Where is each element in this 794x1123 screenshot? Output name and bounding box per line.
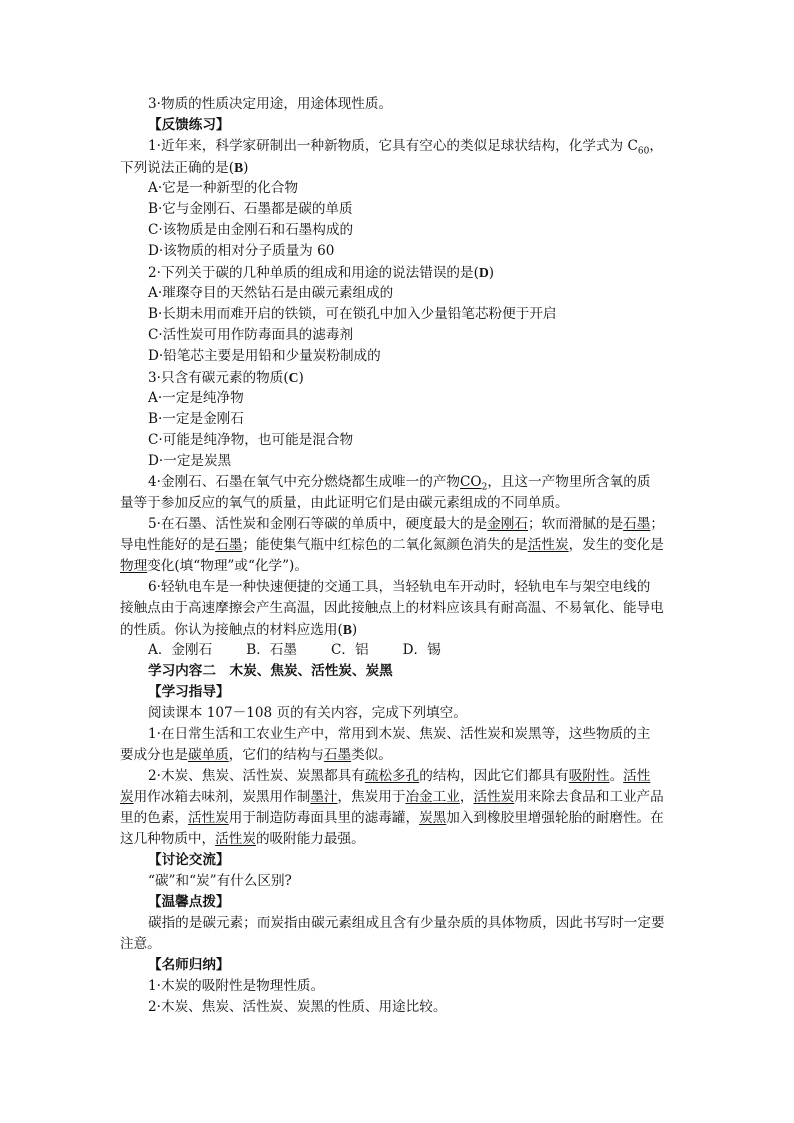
heading-feedback: 【反馈练习】 bbox=[148, 117, 230, 133]
fill-item-1: 1·在日常生活和工农业生产中，常用到木炭、焦炭、活性炭和炭黑等，这些物质的主 bbox=[148, 726, 651, 742]
answer-blank: 冶金工业 bbox=[405, 789, 460, 805]
option-b: B·一定是金刚石 bbox=[148, 411, 244, 427]
answer-blank: $CO_2$ bbox=[460, 474, 488, 493]
option-c: C．铝 bbox=[330, 642, 369, 658]
fill-item-1-cont: 要成分也是碳单质，它们的结构与石墨类似。 bbox=[120, 747, 392, 763]
text-line: 3·物质的性质决定用途，用途体现性质。 bbox=[148, 96, 393, 112]
option-d: D·铅笔芯主要是用铅和少量炭粉制成的 bbox=[148, 348, 381, 364]
question-4: 4·金刚石、石墨在氧气中充分燃烧都生成唯一的产物$CO_2$，且这一产物里所含氧的质 bbox=[148, 474, 651, 493]
question-2: 2·下列关于碳的几种单质的组成和用途的说法错误的是(D) bbox=[148, 265, 495, 281]
answer-blank: 石墨 bbox=[323, 747, 352, 763]
text-line: 注意。 bbox=[120, 936, 161, 952]
option-b: B．石墨 bbox=[246, 642, 297, 658]
answer-blank: 活性炭 bbox=[473, 789, 515, 805]
answer-blank: 活性 bbox=[623, 768, 651, 784]
question-6: 6·轻轨电车是一种快速便捷的交通工具，当轻轨电车开动时，轻轨电车与架空电线的 bbox=[148, 579, 651, 595]
question-5: 5·在石墨、活性炭和金刚石等碳的单质中，硬度最大的是金刚石；软而滑腻的是石墨； bbox=[148, 516, 664, 532]
question-4-cont: 量等于参加反应的氧气的质量，由此证明它们是由碳元素组成的不同单质。 bbox=[120, 495, 569, 511]
option-a: A．金刚石 bbox=[148, 642, 213, 658]
answer-blank: 吸附性 bbox=[568, 768, 610, 784]
text-line: 碳指的是碳元素；而炭指由碳元素组成且含有少量杂质的具体物质，因此书写时一定要 bbox=[148, 915, 665, 931]
option-a: A·它是一种新型的化合物 bbox=[148, 180, 299, 196]
option-d: D·一定是炭黑 bbox=[148, 453, 232, 469]
question-3: 3·只含有碳元素的物质(C) bbox=[148, 370, 304, 386]
option-b: B·长期未用而难开启的铁锁，可在锁孔中加入少量铅笔芯粉便于开启 bbox=[148, 306, 557, 322]
heading-summary: 【名师归纳】 bbox=[148, 957, 230, 973]
answer-q2: D bbox=[478, 265, 489, 280]
answer-blank: 墨汁 bbox=[310, 789, 338, 805]
fill-item-2-cont: 炭用作冰箱去味剂，炭黑用作制墨汁，焦炭用于冶金工业，活性炭用来除去食品和工业产品 bbox=[120, 789, 664, 805]
answer-blank: 碳单质 bbox=[187, 747, 229, 763]
answer-q3: C bbox=[288, 370, 299, 385]
question-1-cont: 下列说法正确的是(B) bbox=[120, 160, 249, 176]
answer-q6: B bbox=[342, 622, 352, 637]
text-line: 2·木炭、焦炭、活性炭、炭黑的性质、用途比较。 bbox=[148, 999, 447, 1015]
fill-item-2-cont: 这几种物质中，活性炭的吸附能力最强。 bbox=[120, 831, 365, 847]
heading-discuss: 【讨论交流】 bbox=[148, 852, 230, 868]
answer-blank: 石墨 bbox=[623, 516, 651, 532]
question-5-cont: 物理变化(填“物理”或“化学”)。 bbox=[120, 558, 308, 574]
document-body bbox=[120, 94, 680, 1018]
fill-item-2: 2·木炭、焦炭、活性炭、炭黑都具有疏松多孔的结构，因此它们都具有吸附性。活性 bbox=[148, 768, 651, 784]
answer-blank: 活性炭 bbox=[215, 831, 256, 847]
question-6-cont: 的性质。你认为接触点的材料应选用(B) bbox=[120, 622, 358, 638]
option-b: B·它与金刚石、石墨都是碳的单质 bbox=[148, 201, 353, 217]
answer-blank: 金刚石 bbox=[487, 516, 528, 532]
options-row bbox=[120, 640, 680, 661]
option-c: C·可能是纯净物，也可能是混合物 bbox=[148, 432, 354, 448]
option-d: D．锡 bbox=[402, 642, 441, 658]
text-line: 阅读课本 107－108 页的有关内容，完成下列填空。 bbox=[148, 705, 467, 721]
answer-blank: 活性炭 bbox=[187, 810, 229, 826]
answer-blank: 活性炭 bbox=[527, 537, 569, 553]
option-c: C·该物质是由金刚石和石墨构成的 bbox=[148, 222, 354, 238]
section-title: 学习内容二 木炭、焦炭、活性炭、炭黑 bbox=[148, 663, 393, 679]
answer-q1: B bbox=[234, 160, 244, 175]
text-line: “碳”和“炭”有什么区别? bbox=[148, 873, 292, 889]
option-a: A·一定是纯净物 bbox=[148, 390, 244, 406]
question-5-cont: 导电性能好的是石墨；能使集气瓶中红棕色的二氧化氮颜色消失的是活性炭，发生的变化是 bbox=[120, 537, 664, 553]
answer-blank: 物理 bbox=[120, 558, 148, 574]
option-a: A·璀璨夺目的天然钻石是由碳元素组成的 bbox=[148, 285, 394, 301]
option-c: C·活性炭可用作防毒面具的滤毒剂 bbox=[148, 327, 354, 343]
question-6-cont: 接触点由于高速摩擦会产生高温，因此接触点上的材料应该具有耐高温、不易氧化、能导电 bbox=[120, 600, 664, 616]
answer-blank: 石墨 bbox=[215, 537, 243, 553]
text-line: 1·木炭的吸附性是物理性质。 bbox=[148, 978, 325, 994]
heading-tip: 【温馨点拨】 bbox=[148, 894, 230, 910]
answer-blank: 疏松多孔 bbox=[364, 768, 420, 784]
question-1: 1·近年来，科学家研制出一种新物质，它具有空心的类似足球状结构，化学式为 $C_{60}$， bbox=[148, 138, 663, 157]
heading-guide: 【学习指导】 bbox=[148, 684, 230, 700]
fill-item-2-cont: 里的色素，活性炭用于制造防毒面具里的滤毒罐，炭黑加入到橡胶里增强轮胎的耐磨性。在 bbox=[120, 810, 664, 826]
answer-blank: 炭黑 bbox=[419, 810, 447, 826]
option-d: D·该物质的相对分子质量为 60 bbox=[148, 243, 335, 259]
answer-blank: 炭 bbox=[120, 789, 134, 805]
